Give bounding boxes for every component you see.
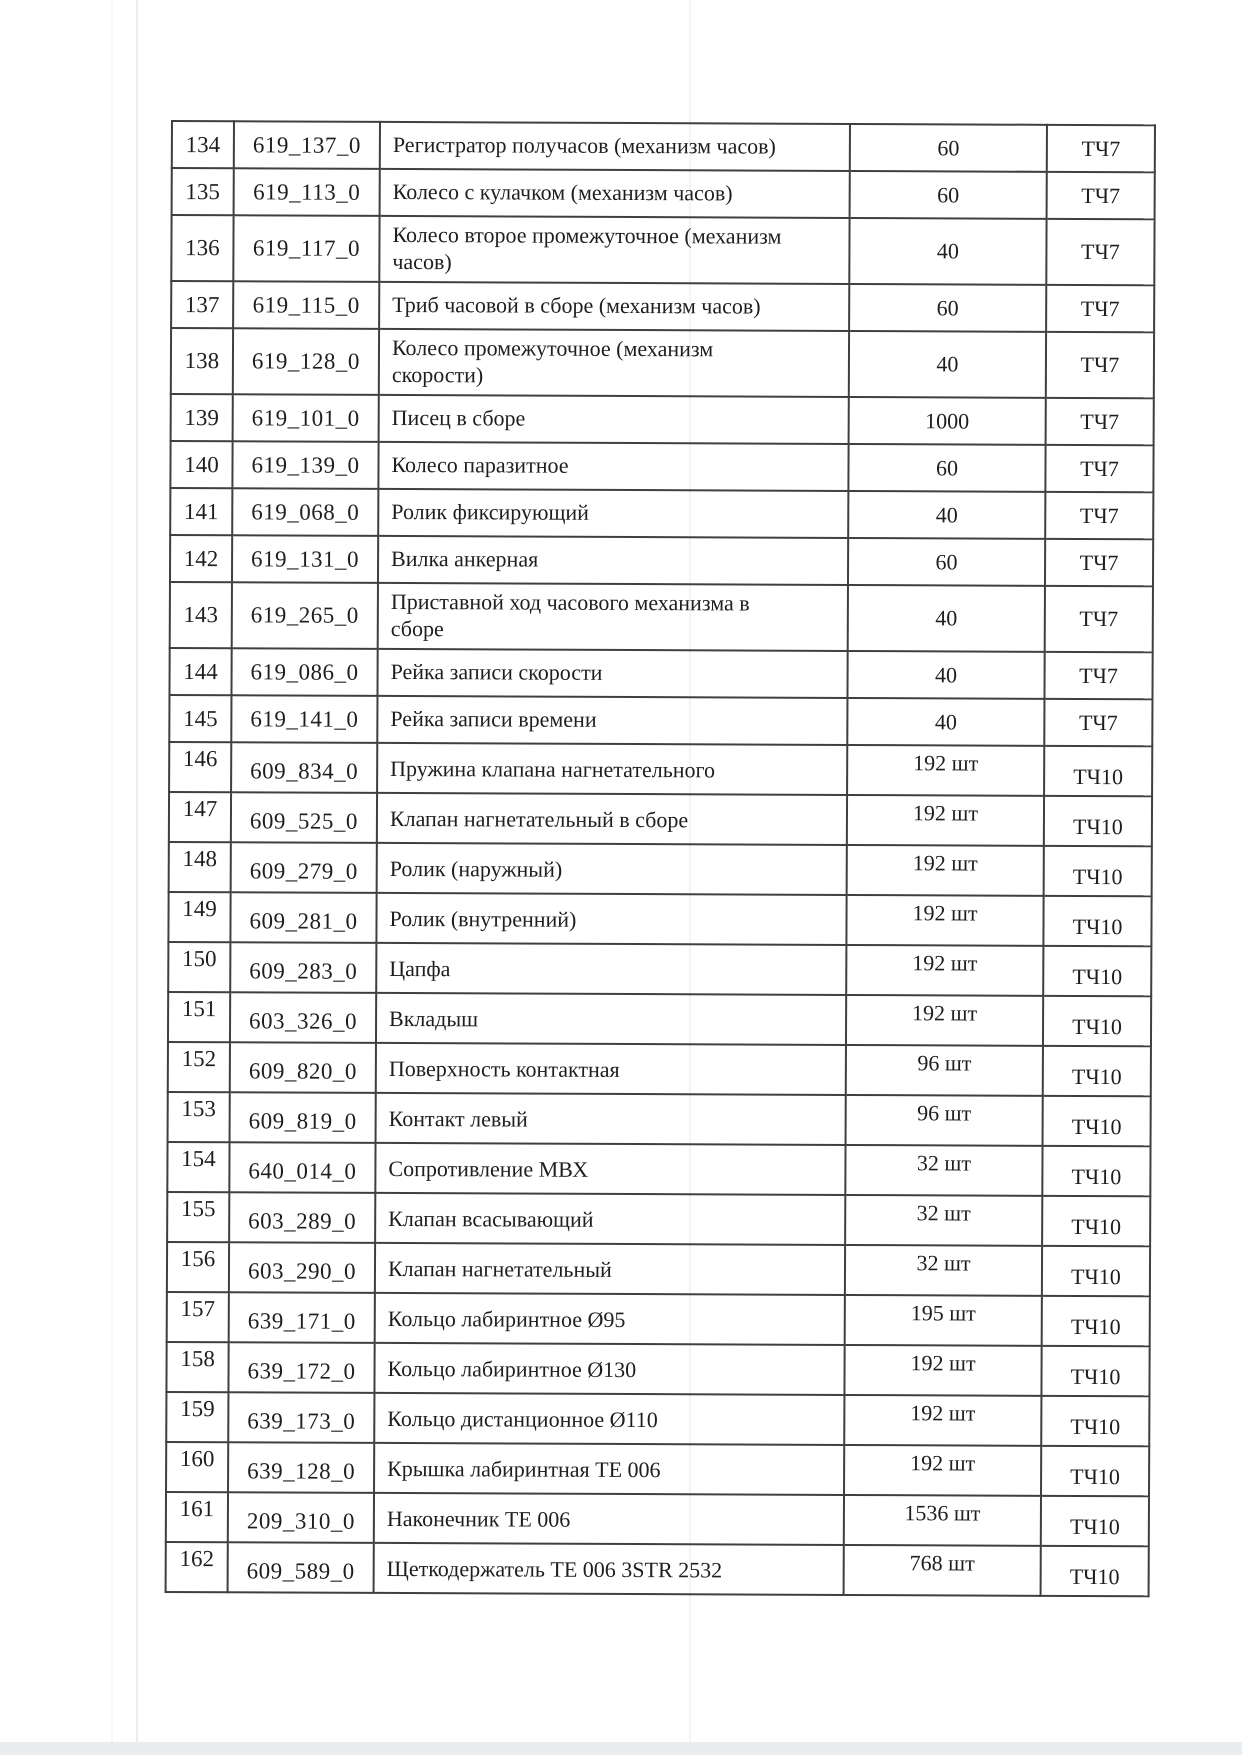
- row-number-cell: 160: [166, 1442, 228, 1492]
- depot-cell: ТЧ7: [1045, 445, 1153, 492]
- depot-cell: ТЧ10: [1044, 746, 1152, 796]
- table-row: [166, 1392, 1149, 1446]
- depot-cell: ТЧ10: [1041, 1546, 1149, 1596]
- row-number-cell: 136: [171, 215, 233, 281]
- quantity-cell: 60: [850, 124, 1047, 172]
- quantity-cell: 40: [848, 585, 1045, 652]
- row-number-cell: 162: [166, 1542, 228, 1592]
- row-number-cell: 153: [168, 1092, 230, 1142]
- quantity-cell: 96 шт: [846, 1095, 1043, 1146]
- quantity-cell: 40: [848, 491, 1045, 539]
- table-row: [167, 1192, 1150, 1246]
- table-row: [170, 582, 1153, 652]
- row-number-cell: 158: [166, 1342, 228, 1392]
- quantity-cell: 192 шт: [847, 745, 1044, 796]
- quantity-cell: 1536 шт: [844, 1495, 1041, 1546]
- quantity-cell: 40: [847, 698, 1044, 746]
- part-code-cell: 609_283_0: [230, 942, 376, 993]
- part-name-cell: Кольцо лабиринтное Ø130: [374, 1343, 844, 1395]
- part-name-cell: Колесо с кулачком (механизм часов): [380, 169, 850, 218]
- part-name-cell: Кольцо лабиринтное Ø95: [375, 1293, 845, 1345]
- part-code-cell: 619_131_0: [232, 535, 378, 583]
- row-number-cell: 142: [170, 535, 232, 582]
- quantity-cell: 60: [848, 538, 1045, 586]
- part-name-cell: Клапан нагнетательный в сборе: [377, 793, 847, 845]
- part-name-cell: Поверхность контактная: [376, 1043, 846, 1095]
- depot-cell: ТЧ7: [1045, 586, 1153, 652]
- row-number-cell: 141: [170, 488, 232, 535]
- scan-edge-shadow: [0, 1742, 1242, 1755]
- quantity-cell: 96 шт: [846, 1045, 1043, 1096]
- table-row: [169, 742, 1152, 796]
- part-code-cell: 639_172_0: [228, 1342, 374, 1393]
- part-code-cell: 640_014_0: [229, 1142, 375, 1193]
- depot-cell: ТЧ7: [1047, 172, 1155, 219]
- row-number-cell: 148: [169, 842, 231, 892]
- part-name-cell: Писец в сборе: [379, 395, 849, 444]
- part-code-cell: 209_310_0: [228, 1492, 374, 1543]
- part-name-cell: Пружина клапана нагнетательного: [377, 743, 847, 795]
- row-number-cell: 137: [171, 281, 233, 328]
- depot-cell: ТЧ7: [1046, 332, 1154, 398]
- parts-table-body: [166, 121, 1155, 1596]
- part-name-cell: Вилка анкерная: [378, 536, 848, 585]
- depot-cell: ТЧ7: [1046, 219, 1154, 285]
- row-number-cell: 156: [167, 1242, 229, 1292]
- part-code-cell: 619_265_0: [232, 582, 378, 649]
- table-row: [169, 842, 1152, 896]
- row-number-cell: 139: [171, 394, 233, 441]
- row-number-cell: 143: [170, 582, 232, 648]
- part-code-cell: 639_171_0: [229, 1292, 375, 1343]
- table-row: [168, 992, 1151, 1046]
- quantity-cell: 192 шт: [847, 795, 1044, 846]
- table-row: [167, 1292, 1150, 1346]
- quantity-cell: 60: [849, 284, 1046, 332]
- depot-cell: ТЧ10: [1041, 1396, 1149, 1446]
- depot-cell: ТЧ10: [1043, 896, 1151, 946]
- part-name-cell: Щеткодержатель ТЕ 006 3STR 2532: [374, 1543, 844, 1595]
- depot-cell: ТЧ10: [1042, 1146, 1150, 1196]
- table-row: [171, 215, 1154, 285]
- quantity-cell: 1000: [849, 397, 1046, 445]
- depot-cell: ТЧ10: [1041, 1496, 1149, 1546]
- quantity-cell: 195 шт: [845, 1295, 1042, 1346]
- paper-fold-line: [111, 0, 113, 1755]
- part-name-cell: Цапфа: [376, 943, 846, 995]
- part-name-cell: Контакт левый: [376, 1093, 846, 1145]
- part-name-cell: Кольцо дистанционное Ø110: [374, 1393, 844, 1445]
- table-row: [168, 942, 1151, 996]
- row-number-cell: 157: [167, 1292, 229, 1342]
- depot-cell: ТЧ7: [1046, 285, 1154, 332]
- part-name-cell: Ролик (наружный): [377, 843, 847, 895]
- table-row: [168, 1042, 1151, 1096]
- part-name-cell: Крышка лабиринтная ТЕ 006: [374, 1443, 844, 1495]
- depot-cell: ТЧ7: [1046, 398, 1154, 445]
- part-code-cell: 609_819_0: [230, 1092, 376, 1143]
- part-code-cell: 609_281_0: [230, 892, 376, 943]
- row-number-cell: 134: [172, 121, 234, 168]
- table-row: [169, 792, 1152, 846]
- row-number-cell: 144: [169, 648, 231, 695]
- part-code-cell: 619_113_0: [234, 168, 380, 216]
- table-row: [169, 695, 1152, 746]
- quantity-cell: 32 шт: [845, 1145, 1042, 1196]
- row-number-cell: 150: [168, 942, 230, 992]
- part-name-cell: Рейка записи времени: [377, 696, 847, 745]
- part-code-cell: 609_279_0: [231, 842, 377, 893]
- row-number-cell: 152: [168, 1042, 230, 1092]
- part-code-cell: 603_326_0: [230, 992, 376, 1043]
- depot-cell: ТЧ10: [1041, 1446, 1149, 1496]
- depot-cell: ТЧ10: [1041, 1346, 1149, 1396]
- part-code-cell: 619_086_0: [231, 648, 377, 696]
- table-row: [169, 648, 1152, 699]
- table-row: [170, 488, 1153, 539]
- quantity-cell: 192 шт: [844, 1395, 1041, 1446]
- depot-cell: ТЧ10: [1044, 846, 1152, 896]
- table-row: [171, 281, 1154, 332]
- depot-cell: ТЧ10: [1043, 1096, 1151, 1146]
- part-code-cell: 603_290_0: [229, 1242, 375, 1293]
- depot-cell: ТЧ7: [1044, 699, 1152, 746]
- depot-cell: ТЧ10: [1043, 996, 1151, 1046]
- paper-fold-line: [136, 0, 138, 1755]
- part-code-cell: 609_525_0: [231, 792, 377, 843]
- part-code-cell: 619_128_0: [233, 328, 379, 395]
- table-row: [170, 535, 1153, 586]
- part-code-cell: 619_101_0: [233, 394, 379, 442]
- depot-cell: ТЧ10: [1042, 1296, 1150, 1346]
- part-name-cell: Клапан всасывающий: [375, 1193, 845, 1245]
- depot-cell: ТЧ10: [1044, 796, 1152, 846]
- depot-cell: ТЧ7: [1045, 492, 1153, 539]
- part-code-cell: 609_834_0: [231, 742, 377, 793]
- table-row: [166, 1442, 1149, 1496]
- part-code-cell: 609_589_0: [228, 1542, 374, 1593]
- table-row: [167, 1142, 1150, 1196]
- part-name-cell: Колесо второе промежуточное (механизм часов): [379, 216, 849, 284]
- quantity-cell: 192 шт: [846, 945, 1043, 996]
- row-number-cell: 154: [167, 1142, 229, 1192]
- part-name-cell: Триб часовой в сборе (механизм часов): [379, 282, 849, 331]
- quantity-cell: 40: [847, 651, 1044, 699]
- row-number-cell: 161: [166, 1492, 228, 1542]
- depot-cell: ТЧ10: [1043, 946, 1151, 996]
- part-name-cell: Ролик (внутренний): [376, 893, 846, 945]
- depot-cell: ТЧ10: [1043, 1046, 1151, 1096]
- quantity-cell: 192 шт: [847, 845, 1044, 896]
- depot-cell: ТЧ7: [1047, 125, 1155, 172]
- row-number-cell: 146: [169, 742, 231, 792]
- quantity-cell: 192 шт: [846, 995, 1043, 1046]
- part-code-cell: 639_173_0: [228, 1392, 374, 1443]
- part-code-cell: 619_115_0: [233, 281, 379, 329]
- part-name-cell: Клапан нагнетательный: [375, 1243, 845, 1295]
- table-row: [168, 1092, 1151, 1146]
- quantity-cell: 192 шт: [846, 895, 1043, 946]
- part-code-cell: 619_139_0: [232, 441, 378, 489]
- quantity-cell: 32 шт: [845, 1195, 1042, 1246]
- part-name-cell: Вкладыш: [376, 993, 846, 1045]
- part-name-cell: Наконечник ТЕ 006: [374, 1493, 844, 1545]
- part-name-cell: Приставной ход часового механизма в сборе: [378, 583, 848, 651]
- quantity-cell: 40: [849, 218, 1046, 285]
- part-code-cell: 619_137_0: [234, 121, 380, 169]
- row-number-cell: 140: [170, 441, 232, 488]
- row-number-cell: 149: [168, 892, 230, 942]
- depot-cell: ТЧ10: [1042, 1196, 1150, 1246]
- row-number-cell: 147: [169, 792, 231, 842]
- part-name-cell: Рейка записи скорости: [377, 649, 847, 698]
- parts-table: [165, 120, 1156, 1597]
- row-number-cell: 159: [166, 1392, 228, 1442]
- table-row: [171, 328, 1154, 398]
- part-name-cell: Колесо промежуточное (механизм скорости): [379, 329, 849, 397]
- part-code-cell: 619_068_0: [232, 488, 378, 536]
- part-code-cell: 639_128_0: [228, 1442, 374, 1493]
- table-row: [170, 441, 1153, 492]
- part-code-cell: 619_117_0: [233, 215, 379, 282]
- part-code-cell: 609_820_0: [230, 1042, 376, 1093]
- table-row: [166, 1492, 1149, 1546]
- depot-cell: ТЧ7: [1044, 652, 1152, 699]
- quantity-cell: 60: [848, 444, 1045, 492]
- table-row: [167, 1242, 1150, 1296]
- table-row: [168, 892, 1151, 946]
- part-name-cell: Колесо паразитное: [378, 442, 848, 491]
- part-code-cell: 603_289_0: [229, 1192, 375, 1243]
- quantity-cell: 192 шт: [844, 1345, 1041, 1396]
- depot-cell: ТЧ10: [1042, 1246, 1150, 1296]
- depot-cell: ТЧ7: [1045, 539, 1153, 586]
- table-row: [172, 168, 1155, 219]
- row-number-cell: 151: [168, 992, 230, 1042]
- part-name-cell: Сопротивление МВХ: [375, 1143, 845, 1195]
- table-row: [166, 1342, 1149, 1396]
- quantity-cell: 60: [850, 171, 1047, 219]
- quantity-cell: 768 шт: [844, 1545, 1041, 1596]
- row-number-cell: 145: [169, 695, 231, 742]
- part-name-cell: Ролик фиксирующий: [378, 489, 848, 538]
- part-name-cell: Регистратор получасов (механизм часов): [380, 122, 850, 171]
- table-row: [171, 394, 1154, 445]
- row-number-cell: 135: [172, 168, 234, 215]
- table-row: [172, 121, 1155, 172]
- quantity-cell: 192 шт: [844, 1445, 1041, 1496]
- parts-table-grid: [165, 120, 1156, 1597]
- row-number-cell: 138: [171, 328, 233, 394]
- quantity-cell: 32 шт: [845, 1245, 1042, 1296]
- table-row: [166, 1542, 1149, 1596]
- quantity-cell: 40: [849, 331, 1046, 398]
- part-code-cell: 619_141_0: [231, 695, 377, 743]
- row-number-cell: 155: [167, 1192, 229, 1242]
